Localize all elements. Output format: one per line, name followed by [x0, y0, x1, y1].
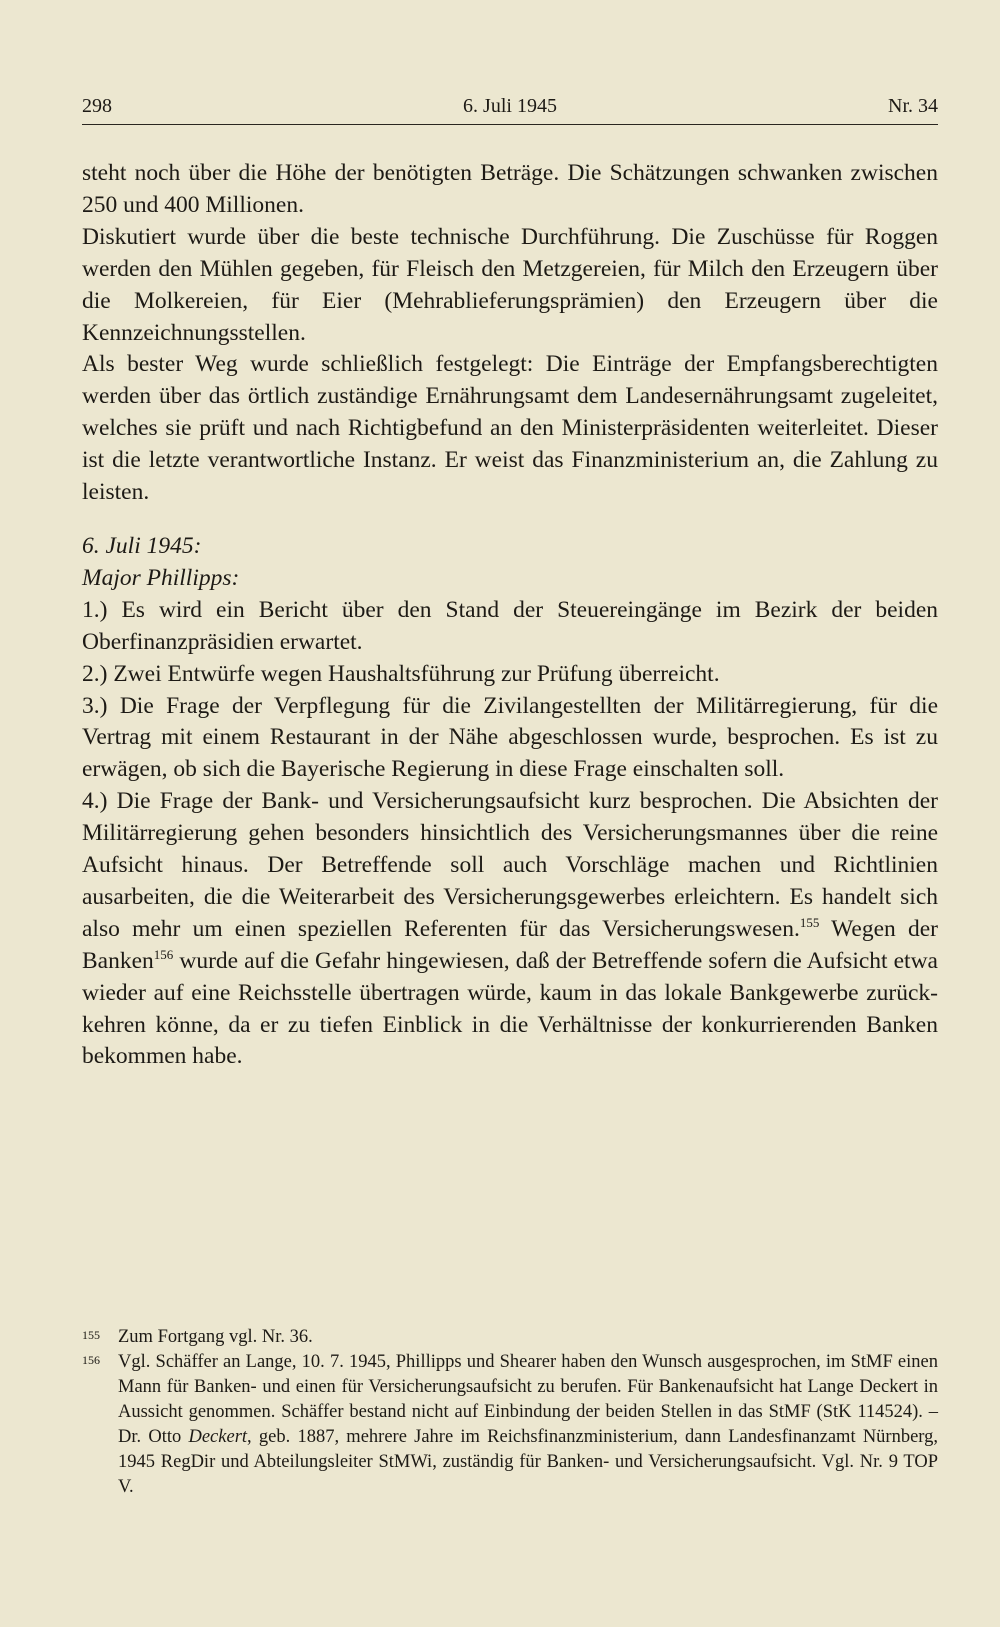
- date-heading: 6. Juli 1945:: [82, 532, 202, 559]
- footnote-text: Vgl. Schäffer an Lange, 10. 7. 1945, Phillipps und Shearer haben den Wunsch ausgesprochen, im StMF einen Mann für Banken- und einen für Versicherungsaufsicht zu berufen. Für Bankenaufsicht hat Lange Deckert in Aussicht genommen. Schäffer bestand nicht auf Einbindung der beiden Stellen in das StMF (StK 114524). – Dr. Otto: [118, 1352, 938, 1447]
- main-text: [82, 158, 938, 1073]
- footnote-mark: 155: [82, 1328, 100, 1342]
- document-number: Nr. 34: [888, 95, 938, 117]
- footnote-ref: 156: [153, 946, 174, 962]
- list-item: 3.) Die Frage der Verpflegung für die Zivilangestellten der Militärregierung, für die Vertrag mit einem Restaurant in der Nähe abgeschlossen wurde, besprochen. Es ist zu erwägen, ob sich die Bayerische Regierung in diese Frage einschalten soll.: [82, 692, 938, 783]
- footnote-name: Deckert: [188, 1427, 248, 1447]
- footnote-text: , geb. 1887, mehrere Jahre im Reichsfinanzministerium, dann Landesfinanzamt Nürnberg, 1945 RegDir und Abteilungsleiter StMWi, zuständig für Banken- und Versicherungsaufsicht. Vgl. Nr. 9 TOP V.: [118, 1427, 938, 1497]
- footnotes: [82, 1325, 938, 1500]
- footnote-mark: 156: [82, 1353, 100, 1367]
- list-item: [82, 786, 938, 1073]
- paragraph: Als bester Weg wurde schließlich festgelegt: Die Einträge der Empfangsberechtigten werden über das örtlich zuständige Ernährungsamt dem Landesernährungsamt zugeleitet, welches sie prüft und nach Richtigbefund an den Ministerpräsidenten weiterleitet. Dieser ist die letzte verantwortliche Instanz. Er weist das Finanzministerium an, die Zahlung zu leisten.: [82, 351, 938, 506]
- header-date: 6. Juli 1945: [463, 95, 557, 117]
- speaker-heading: Major Phillipps:: [82, 564, 240, 591]
- footnote-text: Zum Fortgang vgl. Nr. 36.: [118, 1327, 313, 1347]
- page-number: 298: [82, 95, 112, 117]
- footnote: [82, 1350, 938, 1500]
- paragraph: steht noch über die Höhe der benötigten Beträge. Die Schätzungen schwanken zwischen 250 und 400 Millionen.: [82, 160, 938, 218]
- list-item: 2.) Zwei Entwürfe wegen Haushaltsführung zur Prüfung überreicht.: [82, 660, 720, 687]
- running-header: [82, 92, 938, 125]
- list-item: 1.) Es wird ein Bericht über den Stand der Steuereingänge im Bezirk der beiden Oberfinanzpräsidien erwartet.: [82, 596, 938, 655]
- paragraph: Diskutiert wurde über die beste technische Durchführung. Die Zuschüsse für Roggen werden den Mühlen gegeben, für Fleisch den Metzgereien, für Milch den Erzeugern über die Molkereien, für Eier (Mehrablieferungsprämien) den Erzeugern über die Kennzeichnungsstellen.: [82, 223, 938, 346]
- item-text: Wegen der Banken: [82, 915, 938, 974]
- footnote: [82, 1325, 938, 1350]
- item-text: 4.) Die Frage der Bank- und Versicherungsaufsicht kurz besprochen. Die Absichten der Militärregierung gehen besonders hinsichtlich des Versicherungsmannes über die reine Aufsicht hinaus. Der Betreffende soll auch Vorschläge machen und Richtlinien ausarbeiten, die die Weiterarbeit des Versicherungsgewerbes erleichtern. Es handelt sich also mehr um einen speziellen Referenten für das Versicherungswesen.: [82, 788, 938, 942]
- footnote-ref: 155: [799, 914, 820, 930]
- item-text: wurde auf die Gefahr hingewiesen, daß der Betreffende sofern die Aufsicht etwa wieder auf eine Reichsstelle übertragen würde, kaum in das lokale Bankgewerbe zurückkehren könne, da er zu tiefen Einblick in die Verhältnisse der konkurrierenden Banken bekommen habe.: [82, 947, 938, 1070]
